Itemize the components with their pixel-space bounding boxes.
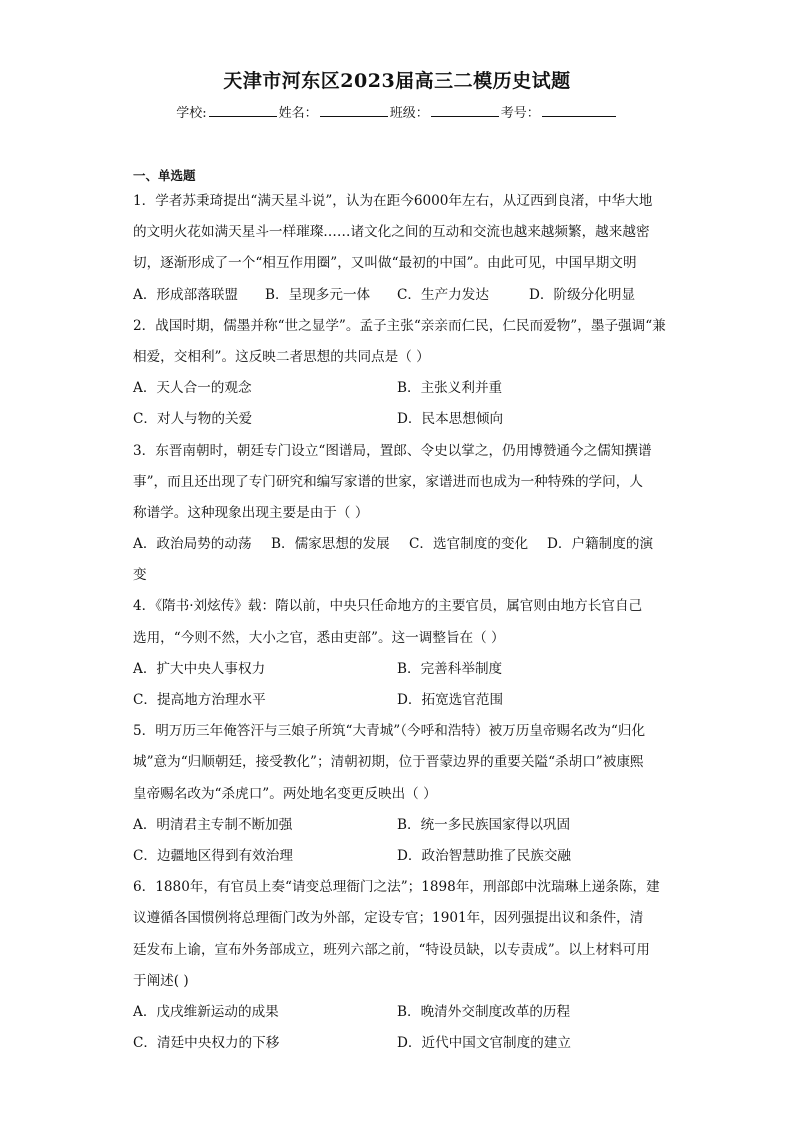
option-b[interactable]: B．儒家思想的发展 (271, 536, 390, 553)
question-text-line: 切，逐渐形成了一个“相互作用圈”，又叫做“最初的中国”。由此可见，中国早期文明 (133, 255, 637, 272)
question-text-line: 3．东晋南朝时，朝廷专门设立“图谱局，置郎、令史以掌之，仍用博赞通今之儒知撰谱 (133, 442, 652, 459)
school-label: 学校: (176, 106, 207, 121)
question-text-line: 廷发布上谕，宣布外务部成立，班列六部之前，“特设员缺，以专责成”。以上材料可用 (133, 941, 650, 958)
option-a[interactable]: A．扩大中央人事权力 (133, 660, 266, 677)
exam-number-blank (542, 104, 616, 117)
option-b[interactable]: B．呈现多元一体 (265, 286, 371, 303)
question-1 (133, 186, 661, 311)
question-text-line: 相爱，交相利”。这反映二者思想的共同点是（ ） (133, 348, 430, 365)
question-text-line: 于阐述( ) (133, 972, 189, 989)
question-text-line: 5．明万历三年俺答汗与三娘子所筑“大青城”（今呼和浩特）被万历皇帝赐名改为“归化 (133, 723, 646, 740)
question-text-line: 事”，而且还出现了专门研究和编写家谱的世家，家谱进而也成为一种特殊的学问，人 (133, 473, 643, 490)
option-d-continuation: 变 (133, 567, 147, 584)
option-d[interactable]: D．近代中国文官制度的建立 (397, 1035, 572, 1052)
options-row (133, 1028, 661, 1059)
options-row (133, 280, 661, 311)
question-3 (133, 436, 661, 592)
option-a[interactable]: A．政治局势的动荡 (133, 536, 252, 553)
question-text-line: 4．《隋书·刘炫传》载：隋以前，中央只任命地方的主要官员，属官则由地方长官自己 (133, 598, 643, 615)
question-text-line: 选用，“今则不然，大小之官，悉由吏部”。这一调整旨在（ ） (133, 629, 505, 646)
option-d[interactable]: D．拓宽选官范围 (397, 692, 504, 708)
option-c[interactable]: C．清廷中央权力的下移 (133, 1035, 280, 1052)
question-text-line: 的文明火花如满天星斗一样璀璨……诸文化之间的互动和交流也越来越频繁，越来越密 (133, 224, 650, 241)
options-row (133, 373, 661, 404)
option-d[interactable]: D．户籍制度的演 (547, 536, 654, 553)
options-row (133, 654, 661, 685)
option-a[interactable]: A．形成部落联盟 (133, 286, 238, 303)
options-row (133, 529, 661, 560)
options-row (133, 810, 661, 841)
class-blank (431, 104, 499, 117)
option-a[interactable]: A．明清君主专制不断加强 (133, 816, 293, 833)
option-b[interactable]: B．统一多民族国家得以巩固 (397, 816, 571, 833)
option-b[interactable]: B．完善科举制度 (397, 660, 503, 677)
options-row (133, 685, 661, 716)
option-c[interactable]: C．提高地方治理水平 (133, 692, 266, 708)
option-d[interactable]: D．政治智慧助推了民族交融 (397, 847, 572, 864)
question-text-line: 城”意为“归顺朝廷，接受教化”；清朝初期，位于晋蒙边界的重要关隘“杀胡口”被康熙 (133, 754, 644, 771)
option-d[interactable]: D．阶级分化明显 (529, 286, 636, 303)
exam-number-label: 考号： (500, 106, 540, 121)
question-text-line: 6．1880年，有官员上奏“请变总理衙门之法”；1898年，刑部郎中沈瑞琳上递条陈，建 (133, 879, 660, 896)
student-info-row (0, 102, 794, 121)
question-2 (133, 311, 666, 436)
option-a[interactable]: A．天人合一的观念 (133, 380, 252, 397)
option-c[interactable]: C．对人与物的关爱 (133, 411, 253, 428)
school-blank (209, 104, 277, 117)
option-b[interactable]: B．晚清外交制度改革的历程 (397, 1003, 571, 1020)
question-4 (133, 591, 661, 716)
option-c[interactable]: C．边疆地区得到有效治理 (133, 847, 293, 864)
question-list (133, 186, 666, 1059)
class-label: 班级： (389, 106, 429, 121)
question-text-line: 1．学者苏秉琦提出“满天星斗说”，认为在距今6000年左右，从辽西到良渚，中华大地 (133, 193, 653, 209)
exam-title: 天津市河东区2023届高三二模历史试题 (223, 70, 571, 92)
name-label: 姓名： (278, 106, 318, 121)
question-text-line: 称谱学。这种现象出现主要是由于（ ） (133, 504, 369, 521)
option-c[interactable]: C．选官制度的变化 (409, 536, 529, 553)
options-row (133, 404, 661, 435)
option-d[interactable]: D．民本思想倾向 (397, 411, 504, 428)
section-title: 一、单选题 (133, 168, 196, 183)
options-row (133, 841, 661, 872)
question-text-line: 议遵循各国惯例将总理衙门改为外部，定设专官；1901年，因列强提出议和条件，清 (133, 910, 644, 927)
question-text-line: 2．战国时期，儒墨并称“世之显学”。孟子主张“亲亲而仁民，仁民而爱物”，墨子强调“兼 (133, 317, 666, 334)
name-blank (320, 104, 388, 117)
question-text-line: 皇帝赐名改为“杀虎口”。两处地名变更反映出（ ） (133, 785, 437, 802)
option-b[interactable]: B．主张义利并重 (397, 380, 503, 397)
option-c[interactable]: C．生产力发达 (397, 286, 489, 303)
options-row (133, 997, 661, 1028)
question-6 (133, 872, 661, 1059)
option-a[interactable]: A．戊戌维新运动的成果 (133, 1003, 279, 1020)
question-5 (133, 716, 661, 872)
